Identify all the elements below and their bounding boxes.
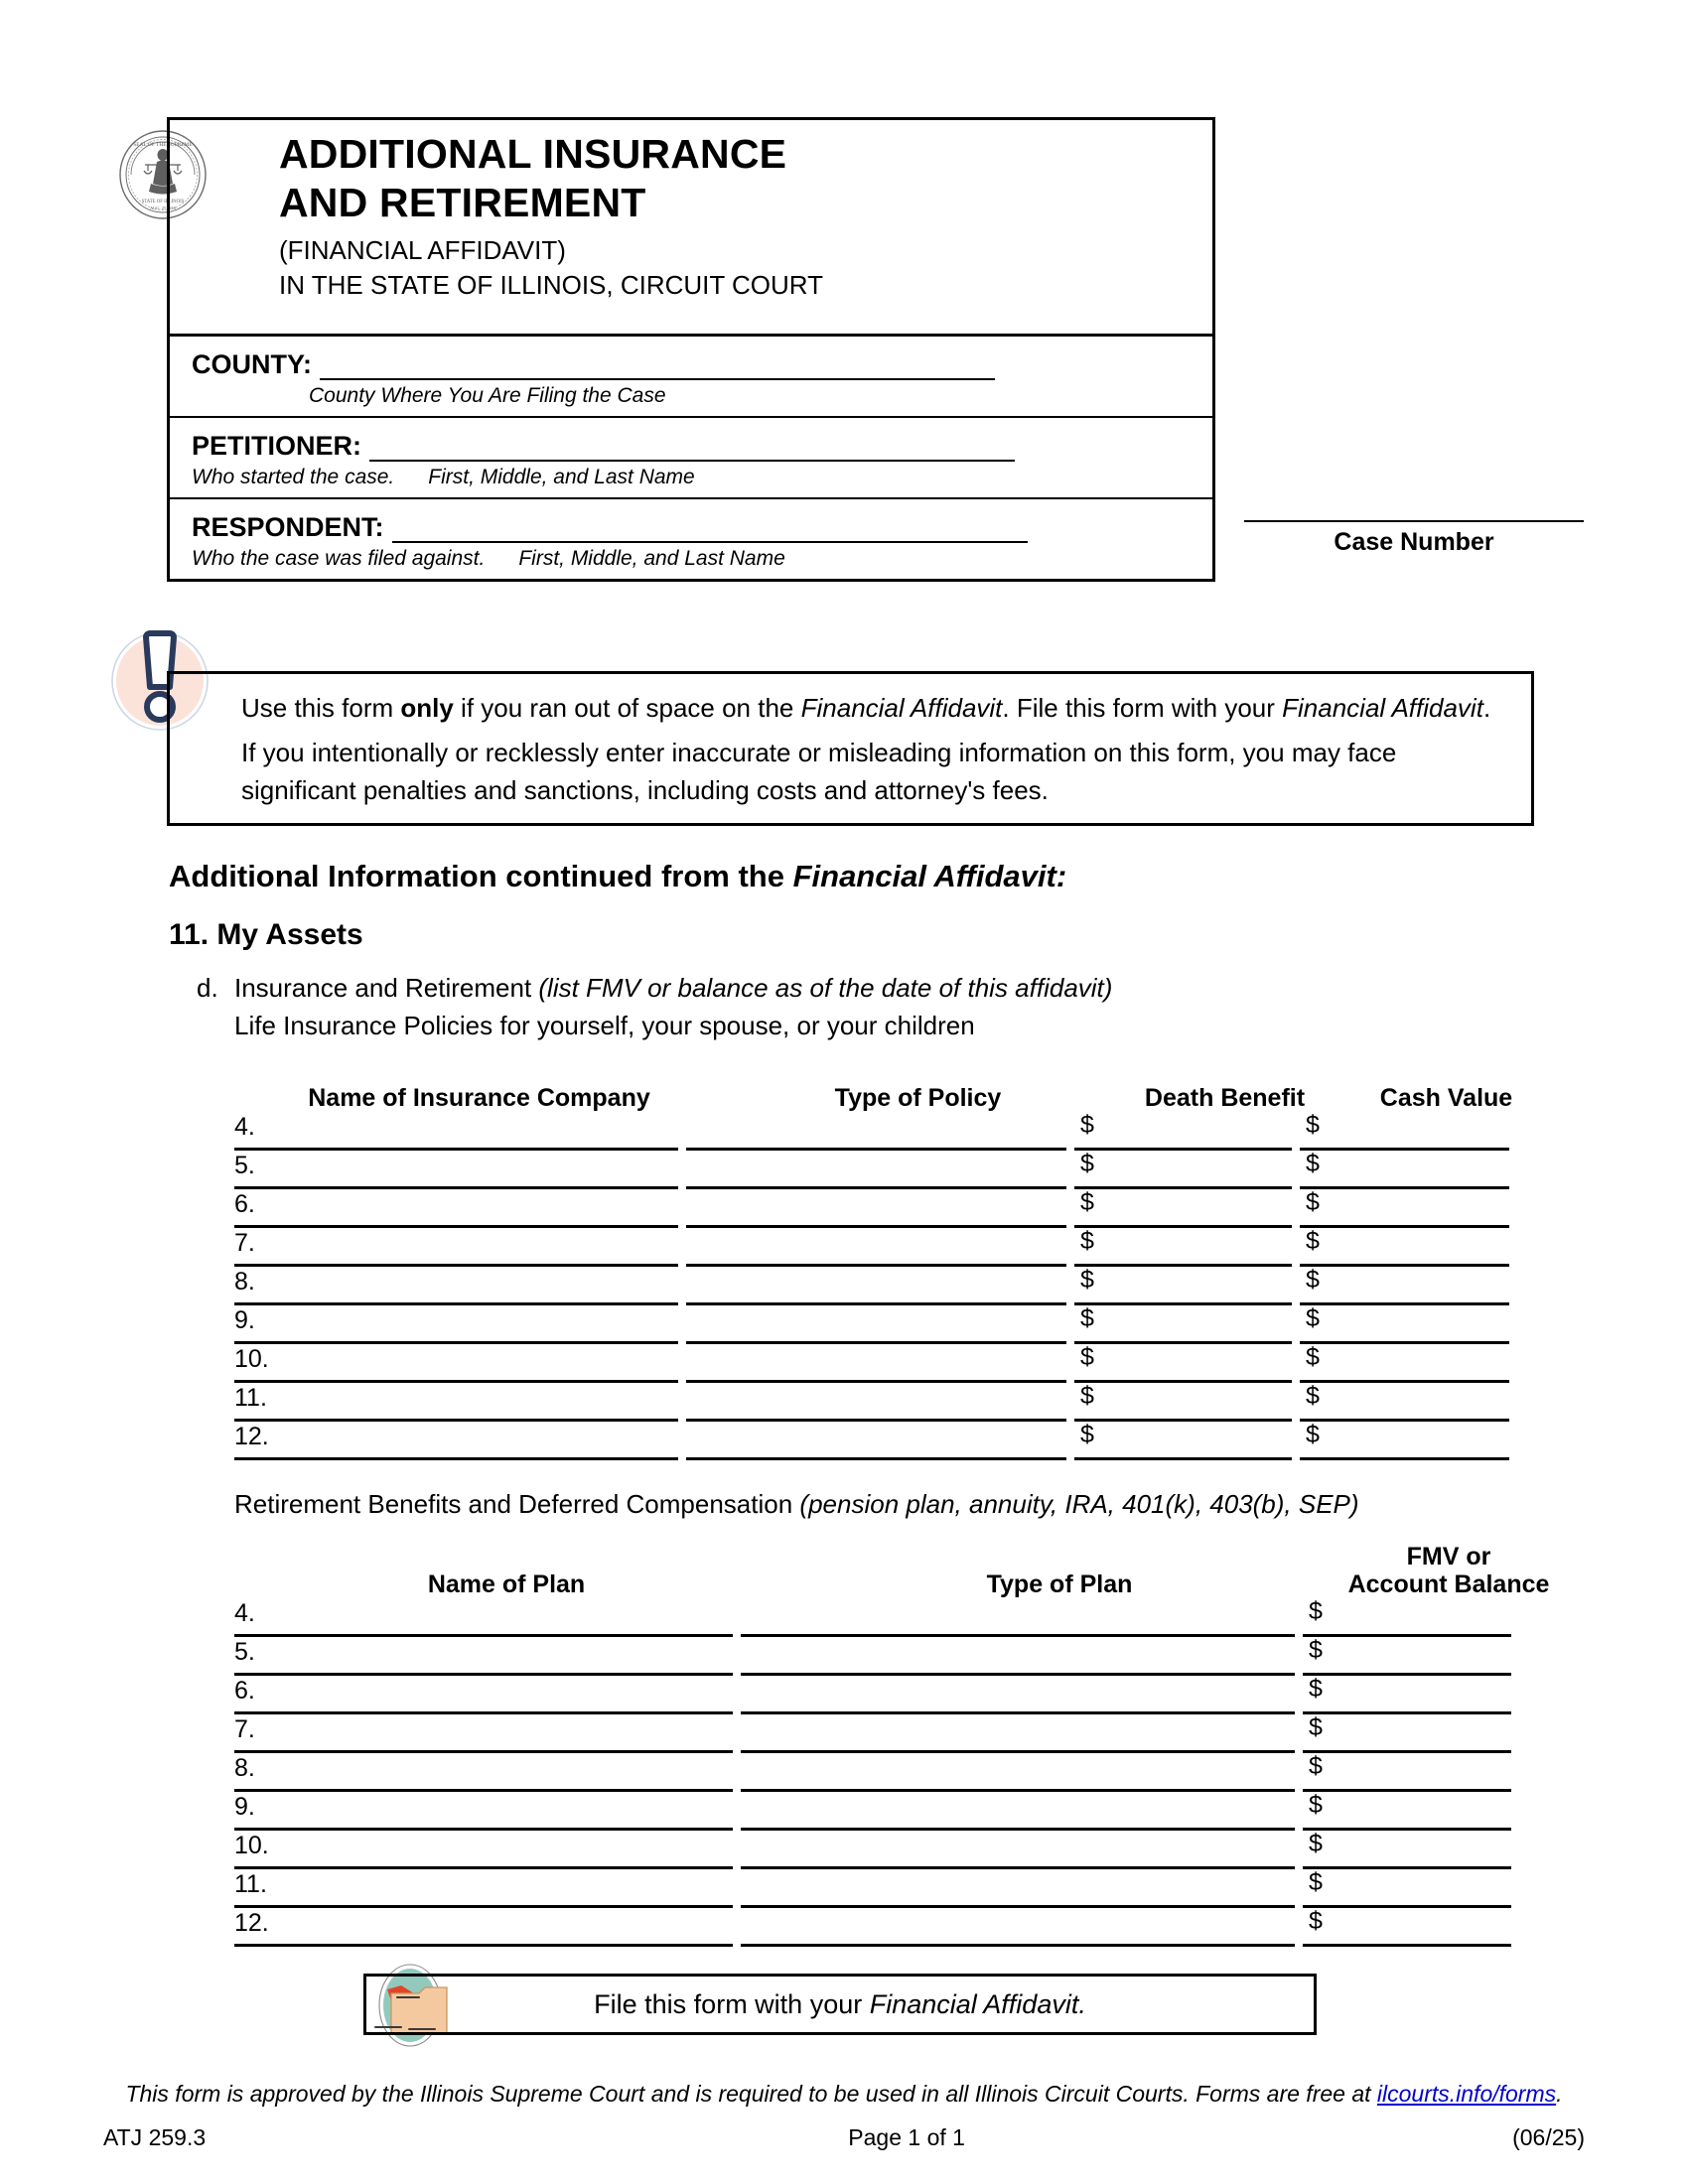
table-row <box>234 1383 1555 1422</box>
row-number: 10. <box>234 1345 269 1373</box>
county-label: COUNTY: <box>192 349 312 379</box>
table-row <box>234 1422 1555 1460</box>
death-benefit-cell[interactable] <box>1074 1344 1292 1383</box>
file-this-form-text <box>594 1989 1086 2020</box>
plan-name-cell[interactable] <box>234 1637 733 1676</box>
row-number: 5. <box>234 1638 255 1666</box>
fmv-account-balance-cell[interactable] <box>1303 1676 1511 1714</box>
currency-symbol: $ <box>1309 1868 1323 1896</box>
sub-item-insurance-retirement <box>197 973 1112 1004</box>
svg-text:AUG. 25 1818: AUG. 25 1818 <box>150 205 176 210</box>
row-number: 12. <box>234 1423 269 1450</box>
section-heading-my-assets: 11. My Assets <box>169 918 363 951</box>
petitioner-row <box>170 418 1212 499</box>
warning-l1-d: . <box>1482 693 1491 723</box>
respondent-hint <box>192 547 1212 571</box>
plan-type-cell[interactable] <box>741 1598 1295 1637</box>
fmv-account-balance-cell[interactable] <box>1303 1869 1511 1908</box>
fmv-account-balance-cell[interactable] <box>1303 1598 1511 1637</box>
row-number: 7. <box>234 1715 255 1743</box>
cash-value-cell[interactable] <box>1300 1383 1509 1422</box>
warning-l1-bold: only <box>400 693 454 723</box>
currency-symbol: $ <box>1080 1266 1094 1294</box>
respondent-label: RESPONDENT: <box>192 512 384 542</box>
row-number: 11. <box>234 1870 267 1898</box>
case-number-input[interactable] <box>1244 496 1584 522</box>
table-row <box>234 1344 1555 1383</box>
file-this-form-box <box>363 1974 1317 2035</box>
header-fmv-account-balance <box>1340 1543 1557 1598</box>
table-row <box>234 1714 1557 1753</box>
header-cash-value: Cash Value <box>1379 1084 1513 1112</box>
currency-symbol: $ <box>1309 1675 1323 1703</box>
plan-name-cell[interactable] <box>234 1753 733 1792</box>
row-number: 7. <box>234 1229 255 1257</box>
cash-value-cell[interactable] <box>1300 1267 1509 1305</box>
currency-symbol: $ <box>1080 1343 1094 1371</box>
footer-page-label: Page 1 of 1 <box>848 2124 965 2150</box>
row-number: 6. <box>234 1190 255 1218</box>
death-benefit-cell[interactable] <box>1074 1228 1292 1267</box>
insurance-company-cell[interactable] <box>234 1228 678 1267</box>
row-number: 12. <box>234 1909 269 1937</box>
row-number: 9. <box>234 1306 255 1334</box>
case-caption-box <box>167 117 1215 582</box>
plan-name-cell[interactable] <box>234 1598 733 1637</box>
plan-name-cell[interactable] <box>234 1831 733 1869</box>
footer-approval-period: . <box>1556 2081 1563 2107</box>
death-benefit-cell[interactable] <box>1074 1383 1292 1422</box>
retirement-plans-table <box>234 1529 1557 1947</box>
warning-l1-b: if you ran out of space on the <box>453 693 801 723</box>
table-row <box>234 1112 1555 1151</box>
table-row <box>234 1305 1555 1344</box>
insurance-company-cell[interactable] <box>234 1344 678 1383</box>
currency-symbol: $ <box>1080 1304 1094 1332</box>
case-number-block <box>1244 496 1584 557</box>
continued-heading <box>169 859 1066 894</box>
policy-type-cell[interactable] <box>686 1383 1066 1422</box>
currency-symbol: $ <box>1080 1421 1094 1448</box>
death-benefit-cell[interactable] <box>1074 1151 1292 1189</box>
plan-name-cell[interactable] <box>234 1676 733 1714</box>
cash-value-cell[interactable] <box>1300 1228 1509 1267</box>
currency-symbol: $ <box>1309 1830 1323 1857</box>
plan-type-cell[interactable] <box>741 1637 1295 1676</box>
sub-item-title: Insurance and Retirement <box>234 973 539 1003</box>
plan-type-cell[interactable] <box>741 1676 1295 1714</box>
insurance-company-cell[interactable] <box>234 1267 678 1305</box>
petitioner-hint-2: First, Middle, and Last Name <box>428 466 695 488</box>
respondent-row <box>170 499 1212 579</box>
policy-type-cell[interactable] <box>686 1344 1066 1383</box>
cash-value-cell[interactable] <box>1300 1344 1509 1383</box>
continued-heading-italic: Financial Affidavit: <box>792 859 1067 893</box>
plan-name-cell[interactable] <box>234 1714 733 1753</box>
retirement-note-plain: Retirement Benefits and Deferred Compensation <box>234 1489 800 1519</box>
header-death-benefit: Death Benefit <box>1144 1084 1306 1112</box>
case-number-label: Case Number <box>1334 528 1494 556</box>
currency-symbol: $ <box>1080 1188 1094 1216</box>
death-benefit-cell[interactable] <box>1074 1422 1292 1460</box>
table-row <box>234 1908 1557 1947</box>
currency-symbol: $ <box>1309 1597 1323 1625</box>
footer-approval-text: This form is approved by the Illinois Supreme Court and is required to be used in all Illinois Circuit Courts. Forms are free at <box>125 2081 1377 2107</box>
insurance-company-cell[interactable] <box>234 1112 678 1151</box>
plan-name-cell[interactable] <box>234 1869 733 1908</box>
plan-type-cell[interactable] <box>741 1869 1295 1908</box>
fmv-account-balance-cell[interactable] <box>1303 1908 1511 1947</box>
warning-notice-box <box>167 671 1534 826</box>
county-hint: County Where You Are Filing the Case <box>309 384 666 407</box>
currency-symbol: $ <box>1309 1713 1323 1741</box>
table-row <box>234 1267 1555 1305</box>
footer-revision-date: (06/25) <box>1512 2124 1585 2150</box>
currency-symbol: $ <box>1306 1421 1320 1448</box>
row-number: 4. <box>234 1113 255 1141</box>
table-row <box>234 1676 1557 1714</box>
warning-l1-italic-1: Financial Affidavit <box>800 693 1003 723</box>
death-benefit-cell[interactable] <box>1074 1267 1292 1305</box>
table-row <box>234 1598 1557 1637</box>
svg-text:SEAL OF THE SUPREME: SEAL OF THE SUPREME <box>133 142 193 148</box>
insurance-policies-table <box>234 1078 1555 1460</box>
form-court-line: IN THE STATE OF ILLINOIS, CIRCUIT COURT <box>279 270 823 301</box>
cash-value-cell[interactable] <box>1300 1112 1509 1151</box>
county-input[interactable] <box>320 348 995 380</box>
warning-l1-italic-2: Financial Affidavit <box>1282 693 1483 723</box>
petitioner-input[interactable] <box>369 430 1015 462</box>
table-row <box>234 1869 1557 1908</box>
form-title-line-1: ADDITIONAL INSURANCE <box>279 131 787 177</box>
policy-type-cell[interactable] <box>686 1189 1066 1228</box>
row-number: 8. <box>234 1268 255 1296</box>
row-number: 5. <box>234 1152 255 1179</box>
fmv-account-balance-cell[interactable] <box>1303 1753 1511 1792</box>
plan-type-cell[interactable] <box>741 1908 1295 1947</box>
row-number: 10. <box>234 1832 269 1859</box>
death-benefit-cell[interactable] <box>1074 1189 1292 1228</box>
table-row <box>234 1753 1557 1792</box>
row-number: 9. <box>234 1793 255 1821</box>
footer-approval-statement <box>0 2081 1688 2108</box>
header-type-of-policy: Type of Policy <box>834 1084 1002 1112</box>
currency-symbol: $ <box>1080 1227 1094 1255</box>
currency-symbol: $ <box>1306 1266 1320 1294</box>
ilcourts-forms-link[interactable]: ilcourts.info/forms <box>1376 2081 1557 2107</box>
footer-form-code: ATJ 259.3 <box>103 2124 207 2150</box>
policy-type-cell[interactable] <box>686 1228 1066 1267</box>
currency-symbol: $ <box>1306 1343 1320 1371</box>
header-type-of-plan: Type of Plan <box>986 1570 1133 1598</box>
row-number: 6. <box>234 1677 255 1705</box>
sub-item-letter: d. <box>197 973 218 1003</box>
table-row <box>234 1228 1555 1267</box>
plan-type-cell[interactable] <box>741 1792 1295 1831</box>
warning-l1-c: . File this form with your <box>1002 693 1283 723</box>
currency-symbol: $ <box>1080 1150 1094 1177</box>
respondent-hint-2: First, Middle, and Last Name <box>518 547 785 570</box>
respondent-input[interactable] <box>392 511 1028 543</box>
insurance-company-cell[interactable] <box>234 1189 678 1228</box>
county-row <box>170 337 1212 418</box>
cash-value-cell[interactable] <box>1300 1189 1509 1228</box>
currency-symbol: $ <box>1309 1636 1323 1664</box>
currency-symbol: $ <box>1080 1382 1094 1410</box>
currency-symbol: $ <box>1309 1791 1323 1819</box>
continued-heading-plain: Additional Information continued from the <box>169 859 793 893</box>
currency-symbol: $ <box>1306 1188 1320 1216</box>
petitioner-label: PETITIONER: <box>192 431 362 461</box>
table-row <box>234 1151 1555 1189</box>
currency-symbol: $ <box>1306 1382 1320 1410</box>
warning-line-2: If you intentionally or recklessly enter inaccurate or misleading information on this form, you may face significant penalties and sanctions, including costs and attorney's fees. <box>241 738 1397 805</box>
file-text-italic: Financial Affidavit. <box>869 1988 1086 2019</box>
currency-symbol: $ <box>1309 1907 1323 1935</box>
fmv-account-balance-cell[interactable] <box>1303 1637 1511 1676</box>
plan-type-cell[interactable] <box>741 1714 1295 1753</box>
petitioner-hint <box>192 466 1212 489</box>
header-name-of-insurance-company: Name of Insurance Company <box>308 1084 650 1112</box>
table-row <box>234 1637 1557 1676</box>
insurance-company-cell[interactable] <box>234 1383 678 1422</box>
death-benefit-cell[interactable] <box>1074 1112 1292 1151</box>
respondent-hint-1: Who the case was filed against. <box>192 547 486 570</box>
death-benefit-cell[interactable] <box>1074 1305 1292 1344</box>
table-row <box>234 1831 1557 1869</box>
retirement-note-italic: (pension plan, annuity, IRA, 401(k), 403(b), SEP) <box>799 1489 1359 1519</box>
row-number: 11. <box>234 1384 267 1412</box>
currency-symbol: $ <box>1306 1227 1320 1255</box>
form-title-cell <box>170 120 1212 337</box>
insurance-company-cell[interactable] <box>234 1305 678 1344</box>
file-text-plain: File this form with your <box>594 1988 870 2019</box>
plan-name-cell[interactable] <box>234 1792 733 1831</box>
form-title-line-2: AND RETIREMENT <box>279 180 646 226</box>
warning-line-1 <box>241 690 1509 727</box>
currency-symbol: $ <box>1309 1752 1323 1780</box>
row-number: 4. <box>234 1599 255 1627</box>
policy-type-cell[interactable] <box>686 1305 1066 1344</box>
currency-symbol: $ <box>1080 1111 1094 1139</box>
sub-item-title-italic: (list FMV or balance as of the date of this affidavit) <box>538 973 1113 1003</box>
fmv-account-balance-cell[interactable] <box>1303 1792 1511 1831</box>
cash-value-cell[interactable] <box>1300 1151 1509 1189</box>
form-subtitle: (FINANCIAL AFFIDAVIT) <box>279 235 566 266</box>
plan-type-cell[interactable] <box>741 1753 1295 1792</box>
policy-type-cell[interactable] <box>686 1112 1066 1151</box>
policy-type-cell[interactable] <box>686 1422 1066 1460</box>
row-number: 8. <box>234 1754 255 1782</box>
table-row <box>234 1792 1557 1831</box>
table-row <box>234 1189 1555 1228</box>
petitioner-hint-1: Who started the case. <box>192 466 395 488</box>
fmv-account-balance-cell[interactable] <box>1303 1831 1511 1869</box>
currency-symbol: $ <box>1306 1304 1320 1332</box>
header-name-of-plan: Name of Plan <box>427 1570 586 1598</box>
retirement-table-header-row <box>234 1529 1557 1598</box>
policy-type-cell[interactable] <box>686 1151 1066 1189</box>
currency-symbol: $ <box>1306 1111 1320 1139</box>
currency-symbol: $ <box>1306 1150 1320 1177</box>
insurance-company-cell[interactable] <box>234 1151 678 1189</box>
life-insurance-note: Life Insurance Policies for yourself, your spouse, or your children <box>234 1011 975 1040</box>
svg-text:STATE OF ILLINOIS: STATE OF ILLINOIS <box>141 200 185 205</box>
cash-value-cell[interactable] <box>1300 1422 1509 1460</box>
retirement-benefits-note <box>234 1489 1359 1520</box>
header-fmv-line-1: FMV or <box>1406 1543 1491 1570</box>
insurance-table-header-row <box>234 1078 1555 1112</box>
cash-value-cell[interactable] <box>1300 1305 1509 1344</box>
insurance-company-cell[interactable] <box>234 1422 678 1460</box>
policy-type-cell[interactable] <box>686 1267 1066 1305</box>
fmv-account-balance-cell[interactable] <box>1303 1714 1511 1753</box>
footer-meta-row <box>103 2124 1585 2151</box>
plan-type-cell[interactable] <box>741 1831 1295 1869</box>
warning-l1-a: Use this form <box>241 693 401 723</box>
header-fmv-line-2: Account Balance <box>1347 1570 1550 1598</box>
plan-name-cell[interactable] <box>234 1908 733 1947</box>
